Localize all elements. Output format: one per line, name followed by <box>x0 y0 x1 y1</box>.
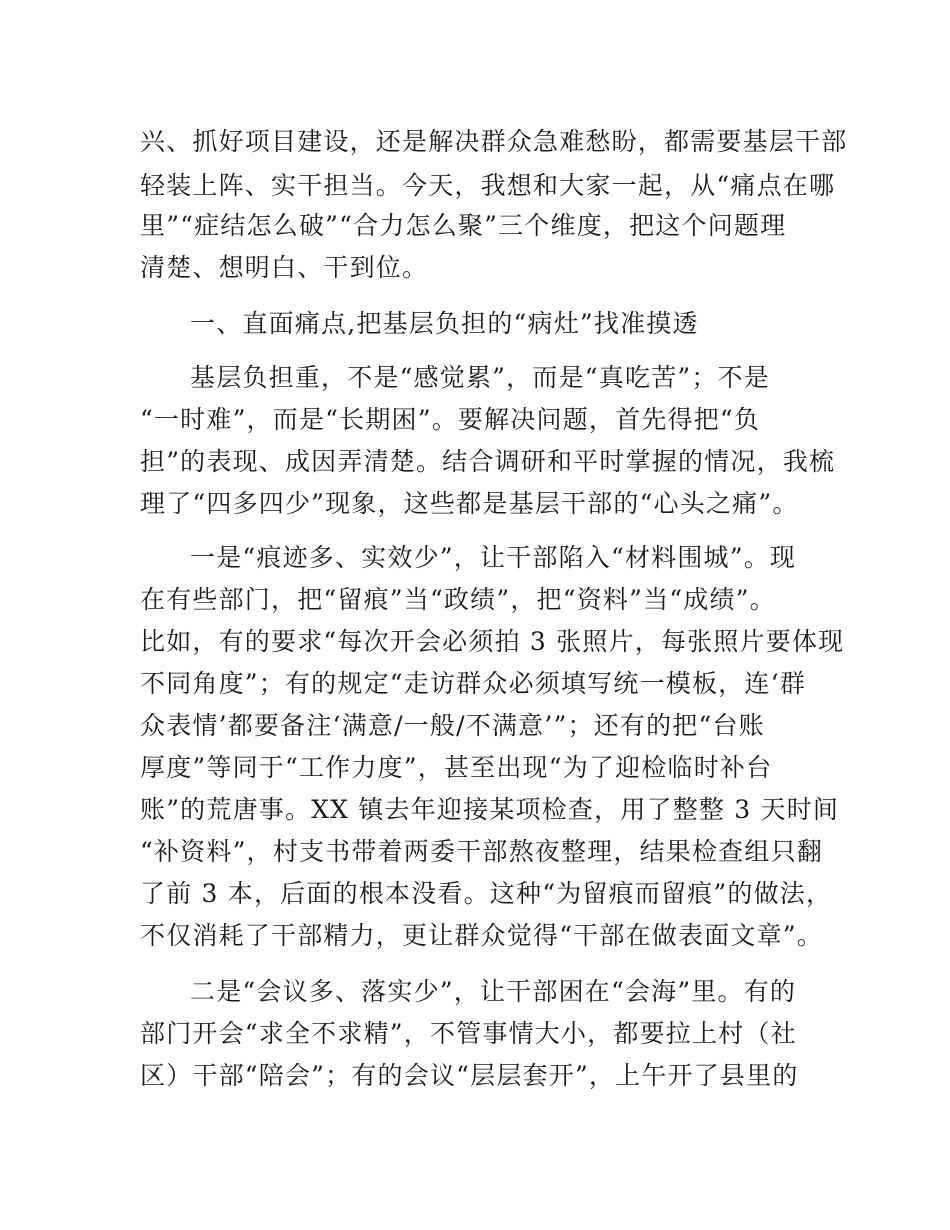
intro-line-4: 清楚、想明白、干到位。 <box>140 253 429 282</box>
traces-line-10: 不仅消耗了干部精力，更让群众觉得“干部在做表面文章”。 <box>140 921 823 950</box>
burden-line-2: “一时难”，而是“长期困”。要解决问题，首先得把“负 <box>140 405 761 434</box>
meetings-line-2: 部门开会“求全不求精”，不管事情大小，都要拉上村（社 <box>140 1019 797 1048</box>
traces-line-7: 账”的荒唐事。XX 镇去年迎接某项检查，用了整整 3 天时间 <box>140 795 840 824</box>
traces-line-6: 厚度”等同于“工作力度”，甚至出现“为了迎检临时补台 <box>140 753 773 782</box>
traces-line-8: “补资料”，村支书带着两委干部熬夜整理，结果检查组只翻 <box>140 837 823 866</box>
traces-line-3: 比如，有的要求“每次开会必须拍 3 张照片，每张照片要体现 <box>140 627 845 656</box>
intro-line-3: 里”“症结怎么破”“合力怎么聚”三个维度，把这个问题理 <box>140 211 787 240</box>
burden-line-3: 担”的表现、成因弄清楚。结合调研和平时掌握的情况，我梳 <box>140 447 836 476</box>
traces-line-9: 了前 3 本，后面的根本没看。这种“为留痕而留痕”的做法， <box>140 879 833 908</box>
section-heading-1: 一、直面痛点,把基层负担的“病灶”找准摸透 <box>190 309 699 338</box>
burden-line-4: 理了“四多四少”现象，这些都是基层干部的“心头之痛”。 <box>140 489 799 518</box>
traces-line-4: 不同角度”；有的规定“走访群众必须填写统一模板，连‘群 <box>140 669 806 698</box>
intro-line-1: 兴、抓好项目建设，还是解决群众急难愁盼，都需要基层干部 <box>140 127 848 156</box>
meetings-line-1: 二是“会议多、落实少”，让干部困在“会海”里。有的 <box>190 977 797 1006</box>
meetings-line-3: 区）干部“陪会”；有的会议“层层套开”，上午开了县里的 <box>140 1061 799 1090</box>
intro-line-2: 轻装上阵、实干担当。今天，我想和大家一起，从“痛点在哪 <box>140 171 836 200</box>
traces-line-5: 众表情’都要备注‘满意/一般/不满意’”；还有的把“台账 <box>140 711 765 740</box>
burden-line-1: 基层负担重，不是“感觉累”，而是“真吃苦”；不是 <box>190 363 770 392</box>
traces-line-2: 在有些部门，把“留痕”当“政绩”，把“资料”当“成绩”。 <box>140 585 776 614</box>
traces-line-1: 一是“痕迹多、实效少”，让干部陷入“材料围城”。现 <box>190 543 797 572</box>
